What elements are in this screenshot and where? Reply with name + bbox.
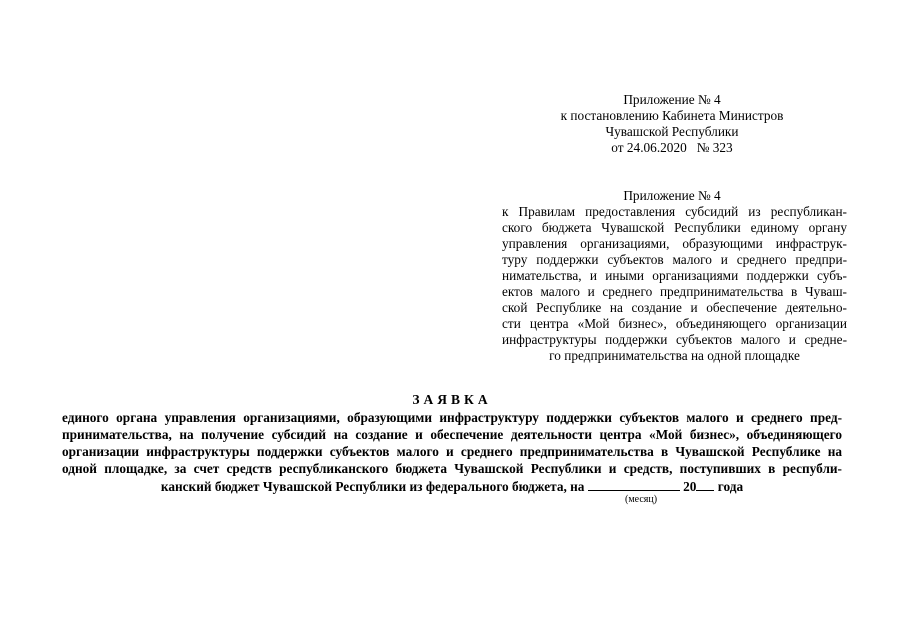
rules-line: управления организациями, образующими инфраструк- — [502, 236, 847, 251]
month-caption: (месяц) — [625, 494, 658, 505]
decree-date: от 24.06.2020 — [611, 140, 687, 155]
rules-line: ской Республике на создание и обеспечение деятельно- — [502, 300, 847, 315]
application-last-line — [62, 477, 842, 494]
decree-number: № 323 — [696, 140, 733, 155]
application-line: единого органа управления организациями, образующими инфраструктуру поддержки субъектов малого и среднего пред- — [62, 410, 842, 425]
rules-line: туру поддержки субъектов малого и среднего предпри- — [502, 252, 847, 267]
year-prefix: 20 — [683, 479, 697, 494]
rules-line: нимательства, и иными организациями поддержки субъ- — [502, 268, 847, 283]
appendix-ref-decree: к постановлению Кабинета Министров — [560, 108, 784, 123]
appendix-ref-republic: Чувашской Республики — [605, 124, 739, 139]
rules-line: ектов малого и среднего предпринимательства в Чуваш- — [502, 284, 847, 299]
year-suffix: года — [717, 479, 744, 494]
application-line: организации инфраструктуры поддержки субъектов малого и среднего предпринимательства в Чувашской Республике на — [62, 444, 842, 459]
application-line: одной площадке, за счет средств республиканского бюджета Чувашской Республики и средств, поступивших в республи- — [62, 461, 842, 476]
rules-line: ского бюджета Чувашской Республики единому органу — [502, 220, 847, 235]
rules-reference-paragraph — [502, 204, 847, 364]
rules-line: го предпринимательства на одной площадке — [549, 348, 800, 363]
appendix-date-number — [611, 140, 732, 156]
application-last-line-text: канский бюджет Чувашской Республики из федерального бюджета, на — [160, 479, 585, 494]
appendix-title-2: Приложение № 4 — [623, 188, 721, 203]
application-line: принимательства, на получение субсидий на создание и обеспечение деятельности центра «Мой бизнес», объединяющего — [62, 427, 842, 442]
application-title: ЗАЯВКА — [412, 392, 492, 407]
month-blank-field[interactable] — [588, 477, 680, 491]
appendix-title-1: Приложение № 4 — [623, 92, 721, 107]
rules-line: к Правилам предоставления субсидий из республикан- — [502, 204, 847, 219]
year-blank-field[interactable] — [696, 477, 714, 491]
rules-line: инфраструктуры поддержки субъектов малого и средне- — [502, 332, 847, 347]
rules-line: сти центра «Мой бизнес», объединяющего организации — [502, 316, 847, 331]
application-description — [62, 409, 842, 494]
